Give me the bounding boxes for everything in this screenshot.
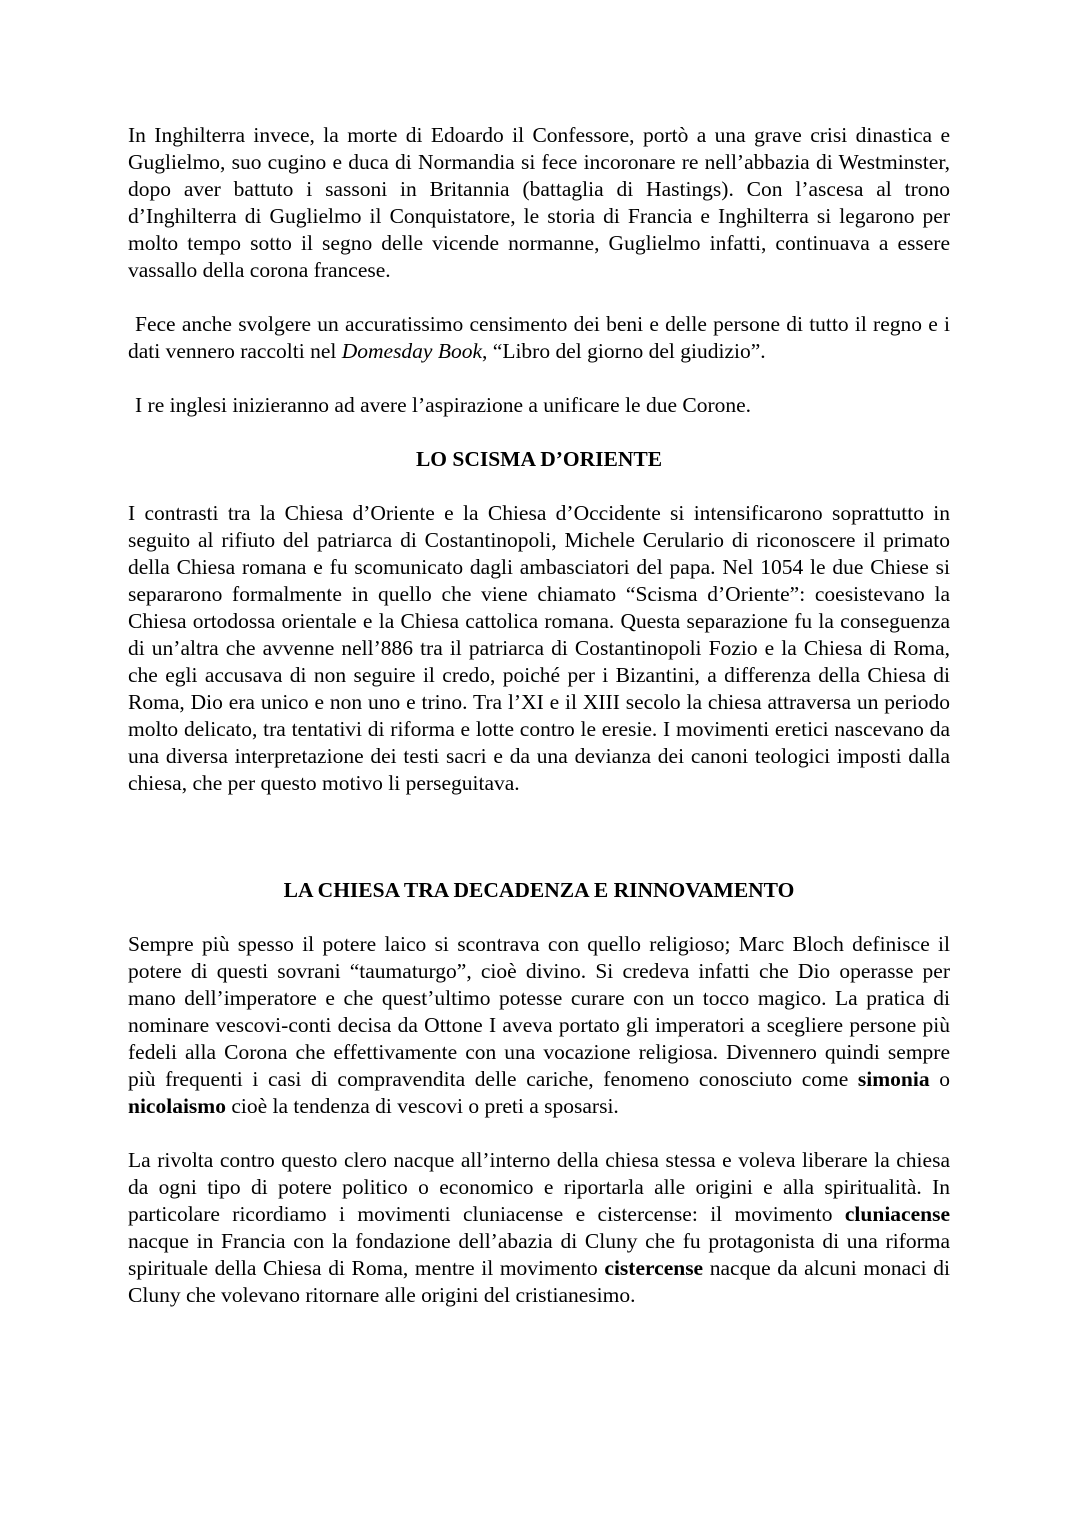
heading-text: LA CHIESA TRA DECADENZA E RINNOVAMENTO <box>283 878 795 902</box>
paragraph-potere-laico <box>128 931 950 1120</box>
text-run: I contrasti tra la Chiesa d’Oriente e la Chiesa d’Occidente si intensificarono soprattutto in seguito al rifiuto del patriarca di Costantinopoli, Michele Cerulario di riconoscere il primato della Chiesa romana e fu scomunicato dagli ambasciatori del papa. Nel 1054 le due Chiese si separarono formalmente in quello che viene chiamato “Scisma d’Oriente”: coesistevano la Chiesa ortodossa orientale e la Chiesa cattolica romana. Questa separazione fu la conseguenza di un’altra che avvenne nell’886 tra il patriarca di Costantinopoli Fozio e la Chiesa di Roma, che egli accusava di non seguire il credo, poiché per i Bizantini, a differenza della Chiesa di Roma, Dio era unico e non uno e trino. Tra l’XI e il XIII secolo la chiesa attraversa un periodo molto delicato, tra tentativi di riforma e lotte contro le eresie. I movimenti eretici nascevano da una diversa interpretazione dei testi sacri e da una devianza dei canoni teologici imposti dalla chiesa, che per questo motivo li perseguitava. <box>128 501 950 795</box>
paragraph-rivolta-clero <box>128 1147 950 1309</box>
text-run: nacque in Francia con la fondazione dell’abazia di Cluny che fu protagonista di una riforma spirituale della Chiesa di Roma, mentre il movimento <box>128 1229 950 1280</box>
text-run: cioè la tendenza di vescovi o preti a sposarsi. <box>225 1094 619 1118</box>
text-run: La rivolta contro questo clero nacque all’interno della chiesa stessa e voleva liberare la chiesa da ogni tipo di potere politico o economico e riportarla alle origini e alla spiritualità. In particolare ricordiamo i movimenti cluniacense e cistercense: il movimento <box>128 1148 950 1226</box>
text-run-bold: cistercense <box>604 1256 704 1280</box>
heading-chiesa-decadenza <box>128 877 950 904</box>
text-run-italic: Domesday Book <box>341 339 483 363</box>
text-run: o <box>929 1067 951 1091</box>
text-run: , “Libro del giorno del giudizio”. <box>482 339 766 363</box>
text-run: Fece anche svolgere un accuratissimo censimento dei beni e delle persone di tutto il regno e i dati vennero raccolti nel <box>128 312 950 363</box>
text-run: Sempre più spesso il potere laico si scontrava con quello religioso; Marc Bloch definisce il potere di questi sovrani “taumaturgo”, cioè divino. Si credeva infatti che Dio operasse per mano dell’imperatore e che quest’ultimo potesse curare con un tocco magico. La pratica di nominare vescovi-conti decisa da Ottone I aveva portato gli imperatori a scegliere persone più fedeli alla Corona che effettivamente con una vocazione religiosa. Divennero quindi sempre più frequenti i casi di compravendita delle cariche, fenomeno conosciuto come <box>128 932 950 1091</box>
text-run-bold: cluniacense <box>844 1202 950 1226</box>
paragraph-english-kings <box>128 392 950 419</box>
text-run-bold: simonia <box>857 1067 930 1091</box>
paragraph-england-succession <box>128 122 950 284</box>
text-run-bold: nicolaismo <box>128 1094 226 1118</box>
text-run: In Inghilterra invece, la morte di Edoardo il Confessore, portò a una grave crisi dinastica e Guglielmo, suo cugino e duca di Normandia si fece incoronare re nell’abbazia di Westminster, dopo aver battuto i sassoni in Britannia (battaglia di Hastings). Con l’ascesa al trono d’Inghilterra di Guglielmo il Conquistatore, le storia di Francia e Inghilterra si legarono per molto tempo sotto il segno delle vicende normanne, Guglielmo infatti, continuava a essere vassallo della corona francese. <box>128 123 950 282</box>
paragraph-scisma-oriente <box>128 500 950 797</box>
text-run: I re inglesi inizieranno ad avere l’aspirazione a unificare le due Corone. <box>135 393 752 417</box>
heading-text: LO SCISMA D’ORIENTE <box>415 447 663 471</box>
heading-scisma-oriente <box>128 446 950 473</box>
text-run: nacque da alcuni monaci di Cluny che volevano ritornare alle origini del cristianesimo. <box>128 1256 950 1307</box>
paragraph-domesday-book <box>128 311 950 365</box>
